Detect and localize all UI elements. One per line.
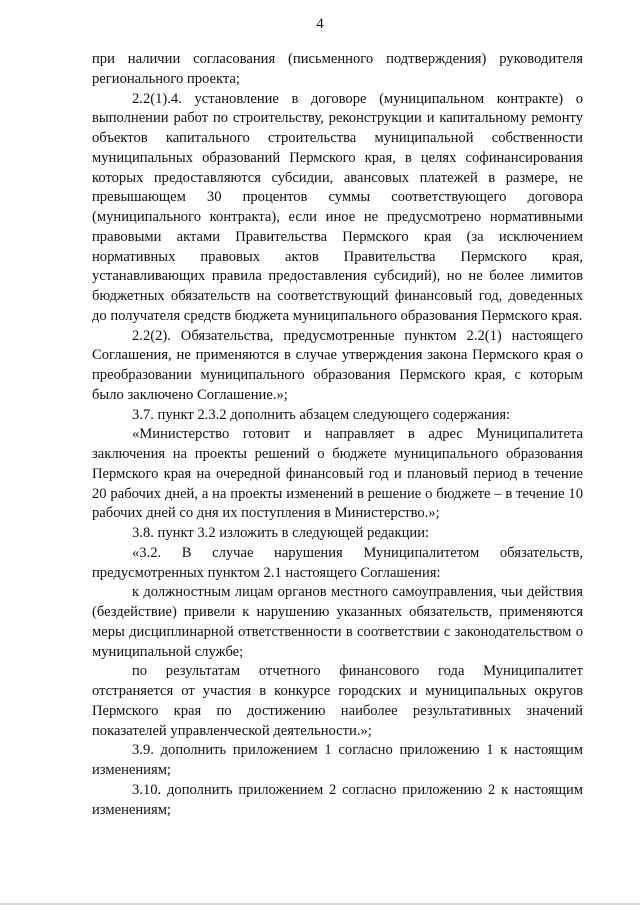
paragraph-1: при наличии согласования (письменного подтверждения) руководителя регионального проекта; (92, 51, 583, 87)
paragraph-clause-2-2-2: 2.2(2). Обязательства, предусмотренные пунктом 2.2(1) настоящего Соглашения, не применяются в случае утверждения закона Пермского края о преобразовании муниципального образования Пермского края, с которым было заключено Соглашение.»; (92, 327, 583, 403)
paragraph-contest-exclusion: по результатам отчетного финансового года Муниципалитет отстраняется от участия в конкурсе городских и муниципальных округов Пермского края по достижению наиболее результативных значений показателей управленческой деятельности.»; (92, 663, 583, 739)
page-number: 4 (316, 16, 324, 32)
paragraph-clause-2-2-1-4: 2.2(1).4. установление в договоре (муниципальном контракте) о выполнении работ по строительству, реконструкции и капитальному ремонту объектов капитального строительства муниципальной собственности муниципальных образований Пермского края, в целях софинансирования которых предоставляются субсидии, авансовых платежей в размере, не превышающем 30 процентов суммы соответствующего договора (муниципального контракта), если иное не предусмотрено нормативными правовыми актами Правительства Пермского края (за исключением нормативных правовых актов Правительства Пермского края, устанавливающих правила предоставления субсидий), но не более лимитов бюджетных обязательств на соответствующий финансовый год, доведенных до получателя средств бюджета муниципального образования Пермского края. (92, 90, 583, 324)
paragraph-item-3-9: 3.9. дополнить приложением 1 согласно приложению 1 к настоящим изменениям; (92, 742, 583, 778)
paragraph-clause-3-2: «3.2. В случае нарушения Муниципалитетом обязательств, предусмотренных пунктом 2.1 настоящего Соглашения: (92, 544, 583, 581)
paragraph-item-3-7: 3.7. пункт 2.3.2 дополнить абзацем следующего содержания: (132, 406, 511, 423)
paragraph-item-3-8: 3.8. пункт 3.2 изложить в следующей редакции: (132, 525, 430, 541)
paragraph-disciplinary: к должностным лицам органов местного самоуправления, чьи действия (бездействие) привели к нарушению указанных обязательств, применяются меры дисциплинарной ответственности в соответствии с законодательством о муниципальной службе; (92, 584, 583, 660)
paragraph-quote-ministry: «Министерство готовит и направляет в адрес Муниципалитета заключения на проекты решений о бюджете муниципального образования Пермского края на очередной финансовый год и плановый период в течение 20 рабочих дней, а на проекты изменений в решение о бюджете – в течение 10 рабочих дней со дня их поступления в Министерство.»; (92, 426, 583, 522)
paragraph-item-3-10: 3.10. дополнить приложением 2 согласно приложению 2 к настоящим изменениям; (92, 781, 583, 818)
document-body (92, 50, 583, 820)
